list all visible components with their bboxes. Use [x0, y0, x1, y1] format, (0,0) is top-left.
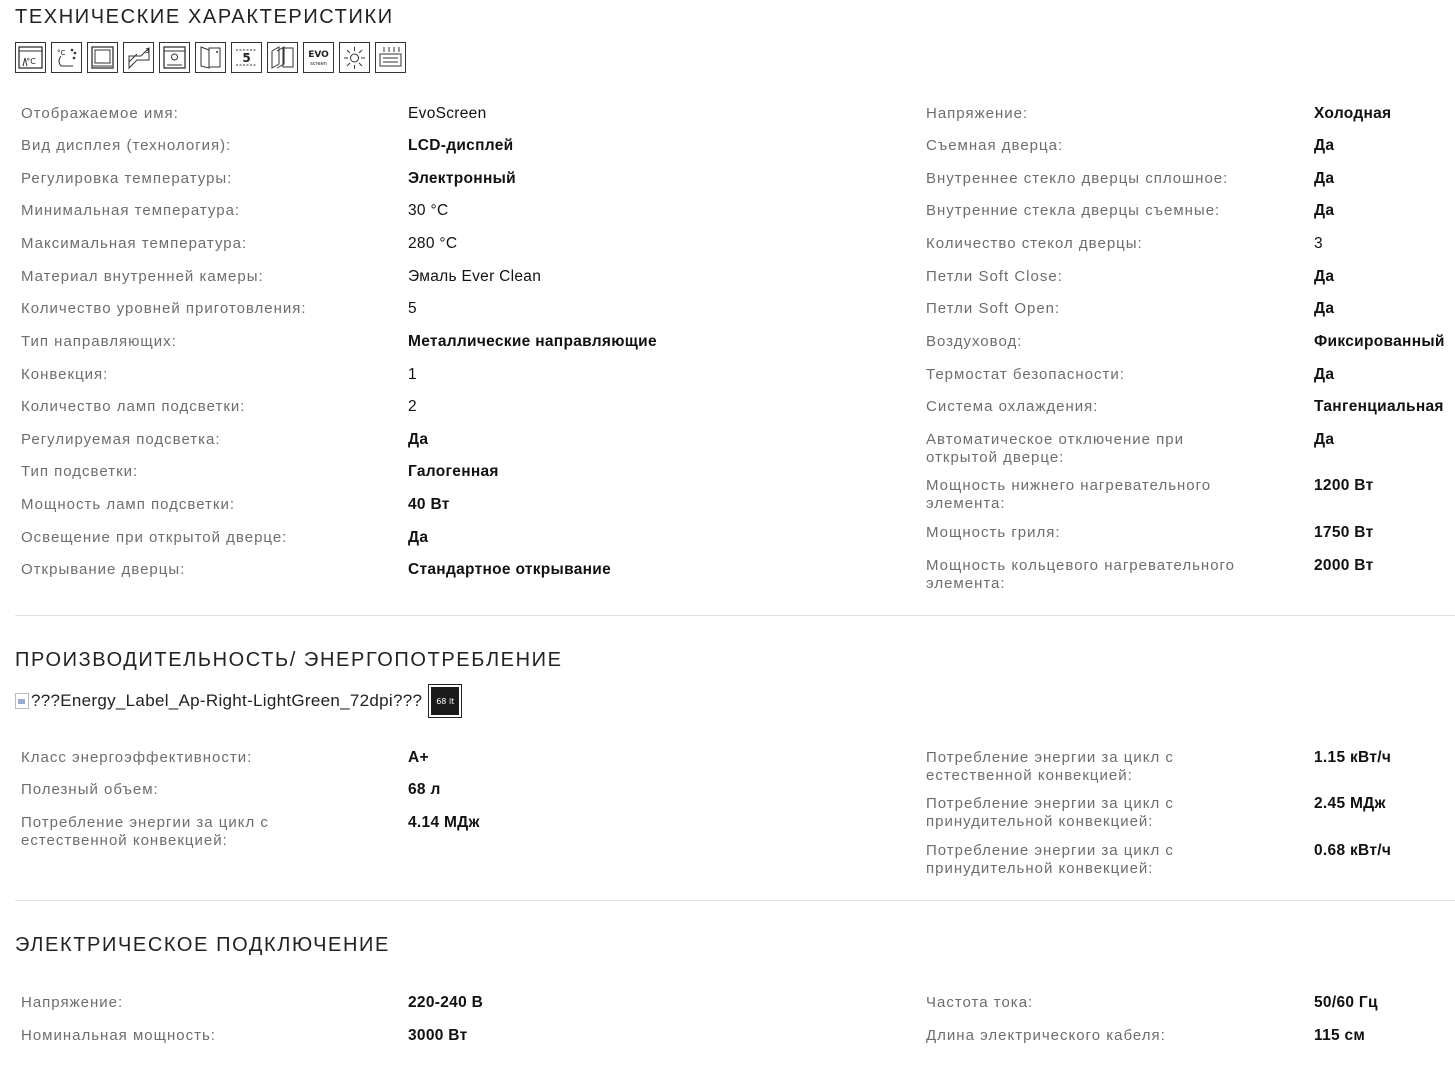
spec-value: 4.14 МДж: [408, 814, 480, 831]
broken-image-icon: [15, 693, 29, 709]
spec-value: EvoScreen: [408, 105, 487, 122]
spec-label: Отображаемое имя:: [21, 105, 179, 122]
evo-icon-bottom-text: screen: [310, 61, 327, 67]
spec-label: Материал внутренней камеры:: [21, 268, 264, 285]
spec-value: 40 Вт: [408, 496, 450, 513]
spec-label: Мощность гриля:: [926, 524, 1061, 541]
spec-label: Полезный объем:: [21, 781, 159, 798]
spec-value: Да: [408, 431, 429, 448]
spec-label: Номинальная мощность:: [21, 1027, 216, 1044]
spec-value: 280 °C: [408, 235, 458, 252]
spec-label: Тип направляющих:: [21, 333, 177, 350]
touch-temperature-icon: [15, 42, 46, 73]
spec-label: Класс энергоэффективности:: [21, 749, 253, 766]
section-divider: [15, 900, 1455, 901]
spec-label: Количество ламп подсветки:: [21, 398, 246, 415]
spec-value: Металлические направляющие: [408, 333, 657, 350]
spec-value: 2000 Вт: [1314, 557, 1374, 574]
section-divider: [15, 615, 1455, 616]
spec-value: 68 л: [408, 781, 441, 798]
spec-label: Длина электрического кабеля:: [926, 1027, 1166, 1044]
spec-value: Тангенциальная: [1314, 398, 1444, 415]
spec-label: Вид дисплея (технология):: [21, 137, 232, 154]
spec-label: Внутренние стекла дверцы съемные:: [926, 202, 1221, 219]
spec-label: Максимальная температура:: [21, 235, 248, 252]
spec-label: Напряжение:: [21, 994, 124, 1011]
spec-value: 30 °C: [408, 202, 449, 219]
spec-value: Эмаль Ever Clean: [408, 268, 542, 285]
spec-value: Да: [1314, 137, 1335, 154]
spec-label: Мощность нижнего нагревательного элемента:: [926, 477, 1212, 512]
spec-label: Петли Soft Open:: [926, 300, 1061, 317]
evo-icon-top-text: EVO: [308, 50, 329, 60]
spec-value: Да: [1314, 366, 1335, 383]
svg-text:°C: °C: [57, 49, 66, 57]
spec-label: Потребление энергии за цикл с естественной конвекцией:: [926, 749, 1174, 784]
spec-value: 3000 Вт: [408, 1027, 468, 1044]
spec-label: Петли Soft Close:: [926, 268, 1063, 285]
spec-value: 0.68 кВт/ч: [1314, 842, 1392, 859]
spec-value: LCD-дисплей: [408, 137, 514, 154]
spec-label: Мощность ламп подсветки:: [21, 496, 236, 513]
svg-text:5: 5: [242, 51, 251, 65]
spec-value: A+: [408, 749, 429, 766]
volume-badge-icon: [428, 684, 462, 718]
spec-label: Количество уровней приготовления:: [21, 300, 307, 317]
feature-icons: [15, 42, 406, 73]
spec-value: Да: [408, 529, 429, 546]
energy-label-row: [15, 684, 462, 718]
spec-label: Внутреннее стекло дверцы сплошное:: [926, 170, 1229, 187]
spec-label: Система охлаждения:: [926, 398, 1099, 415]
spec-value: 220-240 В: [408, 994, 484, 1011]
spec-label: Потребление энергии за цикл с принудительной конвекцией:: [926, 795, 1174, 830]
spec-value: 115 см: [1314, 1027, 1366, 1044]
spec-label: Съемная дверца:: [926, 137, 1064, 154]
spec-value: 1: [408, 366, 417, 383]
spec-value: Да: [1314, 300, 1335, 317]
spec-value: 2.45 МДж: [1314, 795, 1386, 812]
section-title-performance: ПРОИЗВОДИТЕЛЬНОСТЬ/ ЭНЕРГОПОТРЕБЛЕНИЕ: [15, 649, 563, 671]
evo-screen-icon: [303, 42, 334, 73]
volume-badge-text: 68 lt: [431, 687, 459, 715]
spec-value: Фиксированный: [1314, 333, 1445, 350]
heating-element-icon: [375, 42, 406, 73]
section-title-technical: ТЕХНИЧЕСКИЕ ХАРАКТЕРИСТИКИ: [15, 6, 394, 28]
spec-value: Электронный: [408, 170, 516, 187]
spec-value: Галогенная: [408, 463, 499, 480]
energy-label-alt-text: ???Energy_Label_Ap-Right-LightGreen_72dpi???: [31, 691, 423, 710]
spec-label: Мощность кольцевого нагревательного элемента:: [926, 557, 1236, 592]
removable-door-icon: [195, 42, 226, 73]
spec-label: Освещение при открытой дверце:: [21, 529, 288, 546]
spec-label: Воздуховод:: [926, 333, 1023, 350]
spec-label: Количество стекол дверцы:: [926, 235, 1143, 252]
spec-value: Да: [1314, 268, 1335, 285]
spec-value: 1200 Вт: [1314, 477, 1374, 494]
spec-label: Регулировка температуры:: [21, 170, 233, 187]
halogen-lamp-icon: [339, 42, 370, 73]
spec-value: Стандартное открывание: [408, 561, 612, 578]
spec-label: Минимальная температура:: [21, 202, 241, 219]
spec-value: 50/60 Гц: [1314, 994, 1378, 1011]
energy-label-image: [15, 691, 422, 711]
spec-label: Конвекция:: [21, 366, 109, 383]
spec-label: Напряжение:: [926, 105, 1029, 122]
spec-value: Холодная: [1314, 105, 1392, 122]
door-glass-icon: [267, 42, 298, 73]
svg-text:°C: °C: [26, 57, 36, 66]
temperature-display-icon: [51, 42, 82, 73]
spec-label: Открывание дверцы:: [21, 561, 186, 578]
section-title-electrical: ЭЛЕКТРИЧЕСКОЕ ПОДКЛЮЧЕНИЕ: [15, 934, 390, 956]
spec-label: Потребление энергии за цикл с естественной конвекцией:: [21, 814, 269, 849]
spec-value: Да: [1314, 170, 1335, 187]
spec-value: 1.15 кВт/ч: [1314, 749, 1392, 766]
spec-label: Тип подсветки:: [21, 463, 139, 480]
levels-5-icon: [231, 42, 262, 73]
oven-cavity-icon: [87, 42, 118, 73]
spec-label: Регулируемая подсветка:: [21, 431, 221, 448]
spec-label: Потребление энергии за цикл с принудительной конвекцией:: [926, 842, 1174, 877]
spec-value: 3: [1314, 235, 1323, 252]
spec-value: Да: [1314, 431, 1335, 448]
spec-value: Да: [1314, 202, 1335, 219]
spec-value: 2: [408, 398, 417, 415]
spec-label: Автоматическое отключение при открытой дверце:: [926, 431, 1184, 466]
spec-value: 5: [408, 300, 417, 317]
multilevel-3-icon: [123, 42, 154, 73]
spec-label: Частота тока:: [926, 994, 1034, 1011]
spec-label: Термостат безопасности:: [926, 366, 1125, 383]
spec-value: 1750 Вт: [1314, 524, 1374, 541]
svg-text:3: 3: [145, 47, 150, 55]
oven-light-icon: [159, 42, 190, 73]
